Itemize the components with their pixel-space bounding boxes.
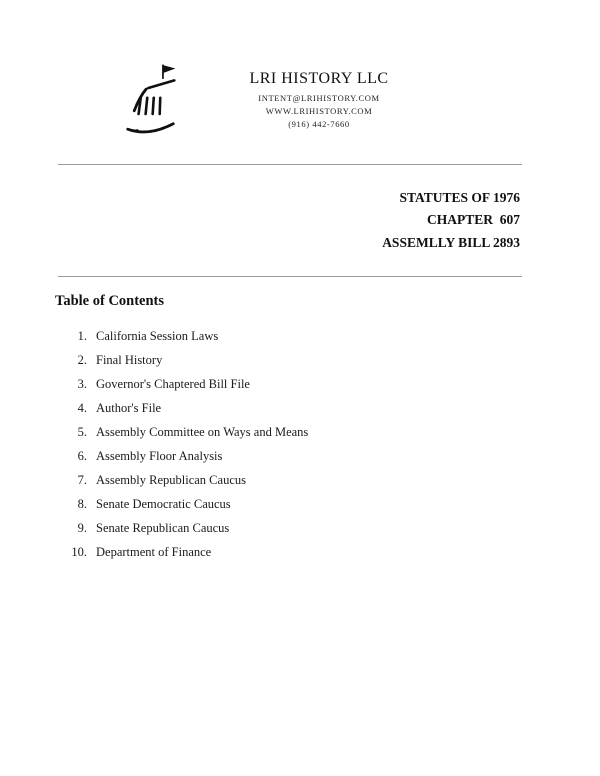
toc-item-number: 5. <box>77 424 87 439</box>
company-website: WWW.LRIHISTORY.COM <box>265 106 373 117</box>
toc-item <box>55 426 600 439</box>
toc-item-label: Department of Finance <box>96 544 212 559</box>
letterhead <box>0 0 600 140</box>
assembly-bill-number: ASSEMLLY BILL 2893 <box>382 234 520 250</box>
toc-title: Table of Contents <box>55 292 165 309</box>
toc-item-label: Assembly Committee on Ways and Means <box>96 424 309 439</box>
toc-item-number: 4. <box>77 400 87 415</box>
company-email: INTENT@LRIHISTORY.COM <box>258 93 380 103</box>
toc-item-label: Author's File <box>96 400 162 415</box>
toc-item <box>55 474 600 487</box>
toc-item-number: 8. <box>77 496 87 511</box>
toc-item-label: Senate Republican Caucus <box>96 520 230 535</box>
toc-item <box>55 354 600 367</box>
toc-item-label: Senate Democratic Caucus <box>96 496 231 511</box>
toc-item-label: Governor's Chaptered Bill File <box>96 376 250 391</box>
lri-capitol-logo-icon <box>118 62 196 140</box>
toc-item <box>55 546 600 559</box>
toc-item <box>55 402 600 415</box>
toc-item <box>55 330 600 343</box>
letterhead-text <box>224 62 414 132</box>
divider-top <box>58 164 522 165</box>
toc-item-number: 10. <box>71 544 87 559</box>
toc-item-label: Assembly Floor Analysis <box>96 448 223 463</box>
toc-item-label: Final History <box>96 352 163 367</box>
toc-item-number: 9. <box>77 520 87 535</box>
statute-block <box>58 187 520 254</box>
chapter-number: CHAPTER 607 <box>426 212 520 228</box>
toc-item <box>55 450 600 463</box>
toc-item <box>55 378 600 391</box>
toc-item <box>55 498 600 511</box>
toc-item-number: 1. <box>77 328 87 343</box>
toc-item <box>55 522 600 535</box>
toc-item-number: 2. <box>77 352 87 367</box>
statutes-year: STATUTES OF 1976 <box>399 190 520 205</box>
divider-middle <box>58 276 522 277</box>
company-phone: (916) 442-7660 <box>288 119 350 130</box>
toc-list <box>55 330 600 559</box>
toc-item-number: 7. <box>77 472 87 487</box>
company-name: LRI HISTORY LLC <box>249 70 389 87</box>
toc-item-label: California Session Laws <box>96 328 219 343</box>
toc-item-number: 3. <box>77 376 87 391</box>
toc-item-number: 6. <box>77 448 87 463</box>
toc-item-label: Assembly Republican Caucus <box>96 472 246 487</box>
